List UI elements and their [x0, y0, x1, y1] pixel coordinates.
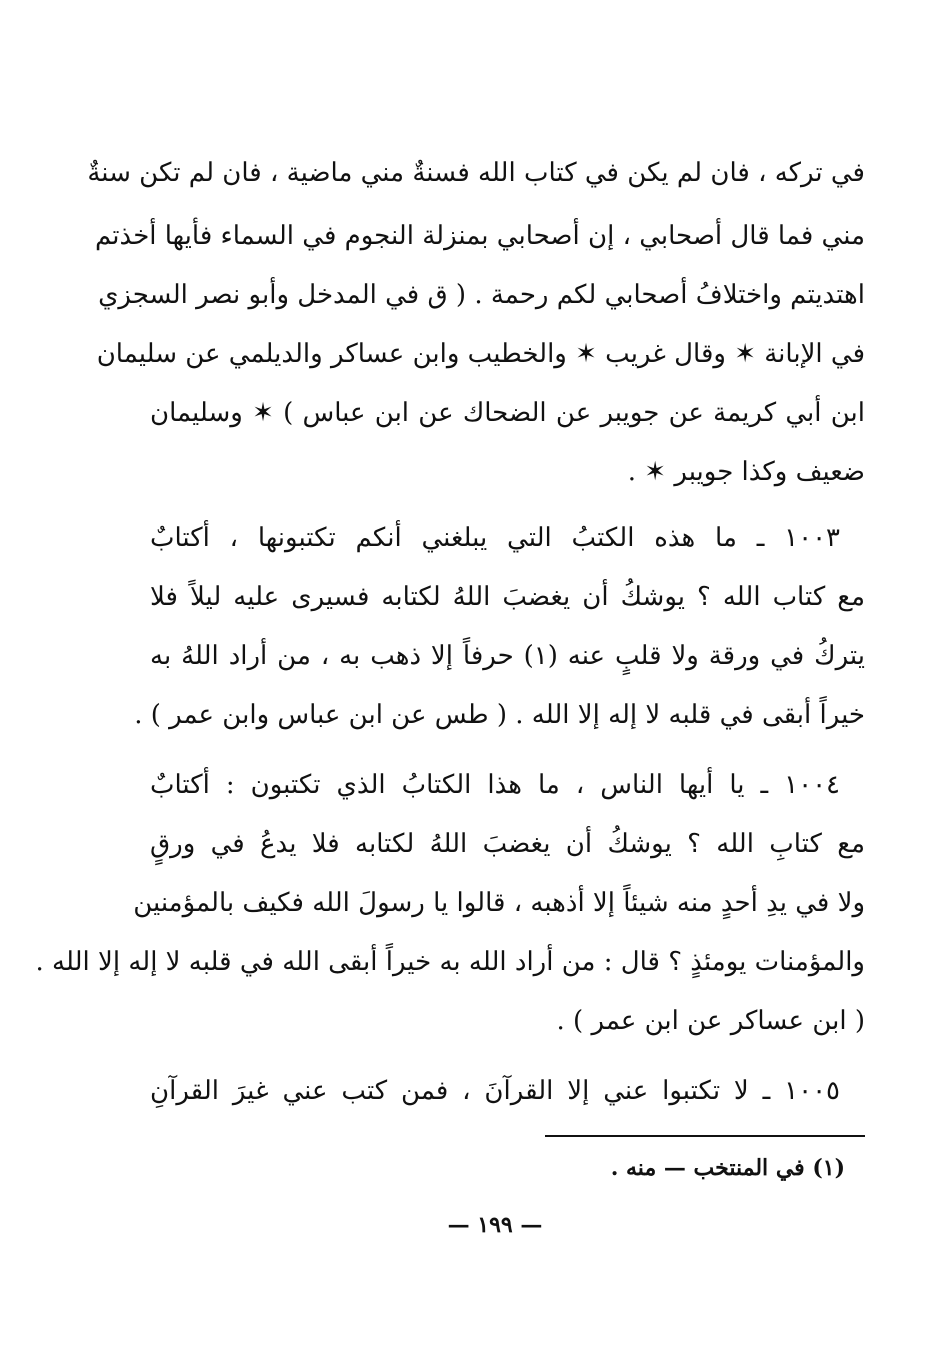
text-line: في الإبانة ✶ وقال غريب ✶ والخطيب وابن عساكر والديلمي عن سليمان — [96, 339, 865, 369]
text-line: والمؤمنات يومئذٍ ؟ قال : من أراد الله به خيراً أبقى الله في قلبه لا إله إلا الله . — [35, 947, 865, 977]
text-line: مع كتاب الله ؟ يوشكُ أن يغضبَ اللهُ لكتابه فسيرى عليه ليلاً فلا — [150, 582, 865, 612]
text-line: مني فما قال أصحابي ، إن أصحابي بمنزلة النجوم في السماء فأيها أخذتم — [95, 221, 865, 251]
text-line: خيراً أبقى في قلبه لا إله إلا الله . ( طس عن ابن عباس وابن عمر ) . — [134, 700, 865, 730]
text-line: ( ابن عساكر عن ابن عمر ) . — [556, 1006, 865, 1036]
text-line: في تركه ، فان لم يكن في كتاب الله فسنةٌ مني ماضية ، فان لم تكن سنةٌ — [87, 158, 865, 188]
text-line: ابن أبي كريمة عن جويبر عن الضحاك عن ابن عباس ) ✶ وسليمان — [150, 398, 865, 428]
text-line: ١٠٠٥ ـ لا تكتبوا عني إلا القرآنَ ، فمن كتب عني غيرَ القرآنِ — [150, 1076, 840, 1106]
footnote-divider — [545, 1135, 865, 1137]
text-line: ضعيف وكذا جويبر ✶ . — [627, 457, 865, 487]
text-line: ١٠٠٣ ـ ما هذه الكتبُ التي يبلغني أنكم تكتبونها ، أكتابٌ — [150, 523, 840, 553]
text-line: ولا في يدِ أحدٍ منه شيئاً إلا أذهبه ، قالوا يا رسولَ الله فكيف بالمؤمنين — [133, 888, 865, 918]
text-line: يتركُ في ورقة ولا قلبٍ عنه (١) حرفاً إلا ذهب به ، من أراد اللهُ به — [150, 641, 866, 671]
page-number: — ١٩٩ — — [447, 1212, 543, 1238]
text-line: اهتديتم واختلافُ أصحابي لكم رحمة . ( ق في المدخل وأبو نصر السجزي — [98, 280, 865, 310]
footnote: (١) في المنتخب — منه . — [610, 1155, 845, 1181]
text-line: ١٠٠٤ ـ يا أيها الناس ، ما هذا الكتابُ الذي تكتبون : أكتابٌ — [150, 770, 840, 800]
text-line: مع كتابِ الله ؟ يوشكُ أن يغضبَ اللهُ لكتابه فلا يدعُ في ورقٍ — [150, 829, 865, 859]
